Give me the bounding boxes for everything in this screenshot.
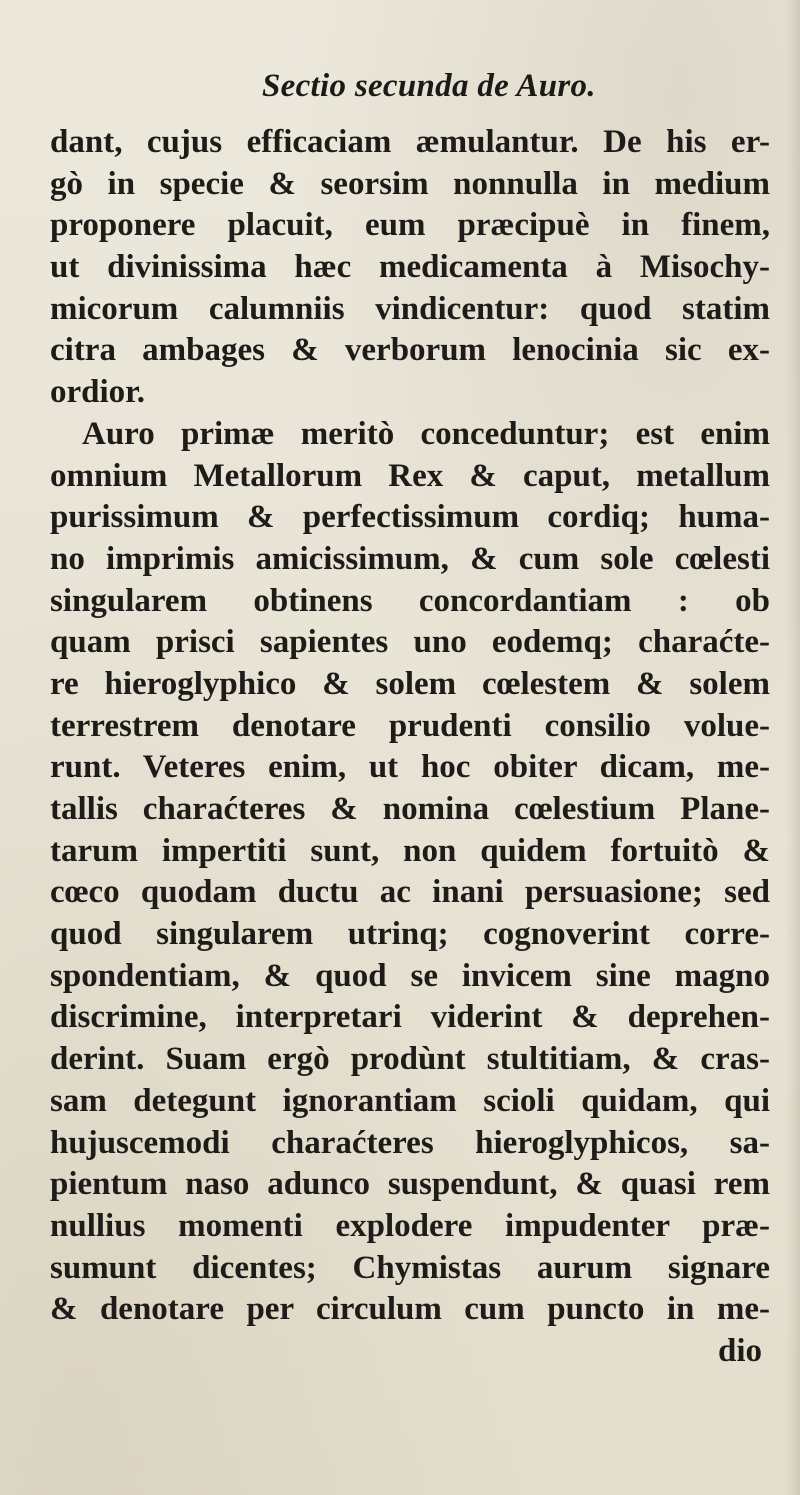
text-line: re hieroglyphico & solem cœlestem & solem bbox=[50, 665, 770, 702]
text-line: nullius momenti explodere impudenter præ- bbox=[50, 1207, 770, 1244]
catchword: dio bbox=[717, 1332, 762, 1369]
text-line: micorum calumniis vindicentur: quod statim bbox=[50, 290, 770, 327]
text-line: dant, cujus efficaciam æmulantur. De his er- bbox=[50, 124, 770, 160]
text-line: citra ambages & verborum lenocinia sic ex- bbox=[50, 332, 770, 369]
text-line: runt. Veteres enim, ut hoc obiter dicam, me- bbox=[50, 749, 770, 786]
text-line: spondentiam, & quod se invicem sine magno bbox=[50, 957, 770, 994]
text-line: ut divinissima hæc medicamenta à Misochy- bbox=[50, 249, 770, 286]
text-line: & denotare per circulum cum puncto in me- bbox=[50, 1291, 770, 1328]
text-line: singularem obtinens concordantiam : ob bbox=[50, 582, 770, 619]
text-line: derint. Suam ergò prodùnt stultitiam, & cras- bbox=[50, 1041, 770, 1078]
text-line: hujuscemodi charaćteres hieroglyphicos, sa- bbox=[50, 1124, 770, 1161]
text-line: ordior. bbox=[50, 374, 146, 411]
page-edge-shadow bbox=[786, 0, 800, 1495]
text-line: pientum naso adunco suspendunt, & quasi rem bbox=[50, 1166, 770, 1203]
body-text bbox=[50, 122, 770, 1373]
text-line: quod singularem utrinq; cognoverint corre- bbox=[50, 916, 770, 953]
text-line: gò in specie & seorsim nonnulla in medium bbox=[50, 165, 770, 202]
text-line: omnium Metallorum Rex & caput, metallum bbox=[50, 457, 770, 494]
text-line: cœco quodam ductu ac inani persuasione; sed bbox=[50, 874, 770, 911]
text-line: tallis charaćteres & nomina cœlestium Plane- bbox=[50, 791, 770, 827]
text-line: proponere placuit, eum præcipuè in finem, bbox=[50, 207, 770, 244]
text-line: no imprimis amicissimum, & cum sole cœlesti bbox=[50, 540, 770, 577]
running-header: Sectio secunda de Auro. bbox=[262, 68, 596, 104]
text-line: quam prisci sapientes uno eodemq; charaćte- bbox=[50, 624, 770, 661]
text-line: discrimine, interpretari viderint & deprehen- bbox=[50, 999, 770, 1036]
text-line: sam detegunt ignorantiam scioli quidam, qui bbox=[50, 1082, 770, 1119]
text-line: purissimum & perfectissimum cordiq; huma- bbox=[50, 499, 770, 536]
text-line: tarum impertiti sunt, non quidem fortuitò & bbox=[50, 832, 770, 869]
text-line: terrestrem denotare prudenti consilio volue- bbox=[50, 707, 770, 744]
text-line: sumunt dicentes; Chymistas aurum signare bbox=[50, 1249, 770, 1286]
text-line: Auro primæ meritò conceduntur; est enim bbox=[82, 415, 770, 452]
